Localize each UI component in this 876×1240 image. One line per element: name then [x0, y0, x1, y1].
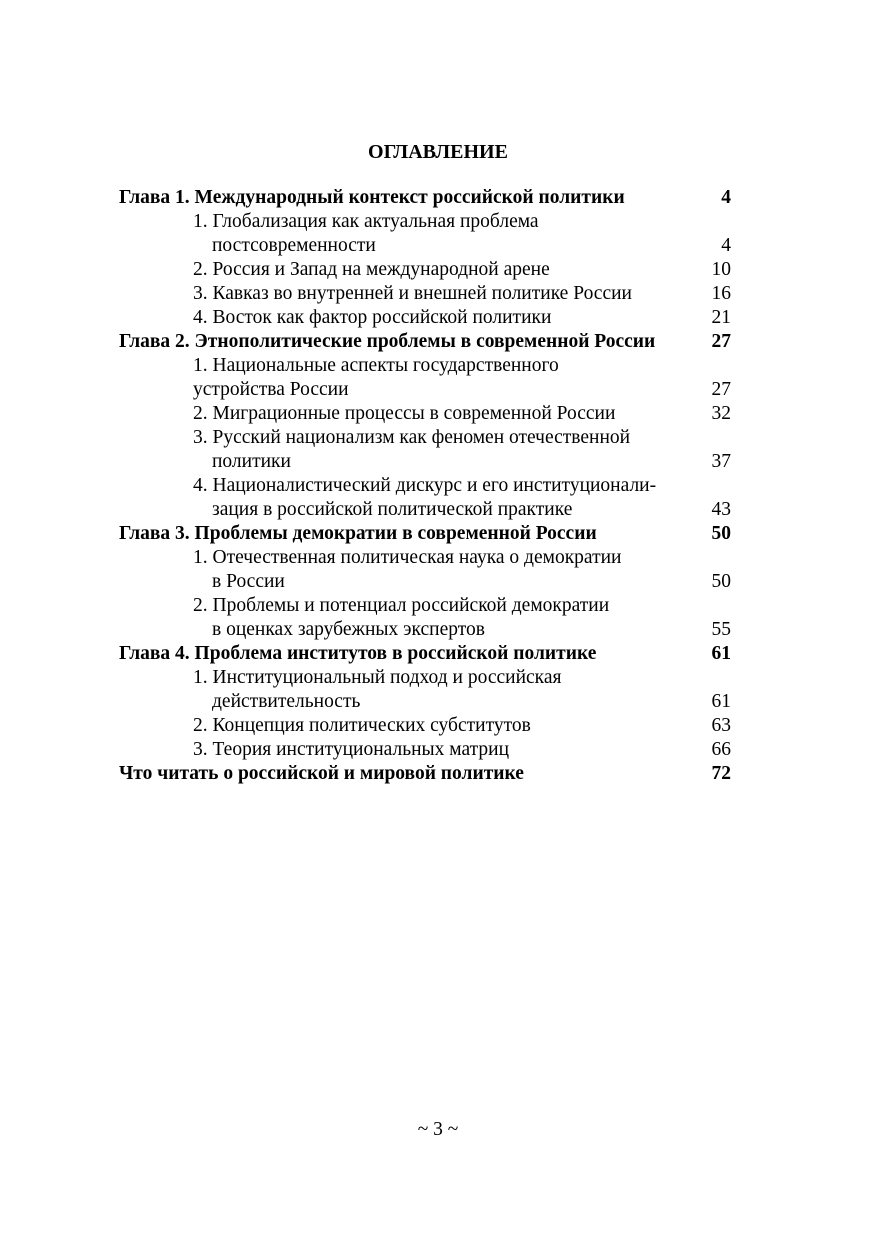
toc-page-number: 50	[711, 571, 731, 592]
toc-section	[119, 618, 731, 642]
toc-entry-text: Глава 3. Проблемы демократии в современной России	[119, 523, 597, 544]
toc-page-number: 37	[711, 451, 731, 472]
toc-section	[119, 282, 731, 306]
toc-section	[119, 546, 731, 570]
toc-chapter-1	[119, 186, 731, 210]
toc-section	[119, 498, 731, 522]
toc-page-number: 16	[711, 283, 731, 304]
toc-entry-text: Глава 1. Международный контекст российской политики	[119, 187, 625, 208]
toc-page-number: 50	[711, 523, 731, 544]
toc-entry-text: 2. Миграционные процессы в современной России	[193, 403, 616, 424]
toc-entry-text: устройства России	[193, 379, 349, 400]
toc-page-number: 61	[711, 643, 731, 664]
toc-section	[119, 690, 731, 714]
toc-section	[119, 450, 731, 474]
toc-entry-text: действительность	[212, 691, 361, 712]
toc-entry-text: 2. Россия и Запад на международной арене	[193, 259, 550, 280]
toc-page-number: 61	[711, 691, 731, 712]
toc-page-number: 27	[711, 379, 731, 400]
toc-entry-text: 2. Концепция политических субститутов	[193, 715, 531, 736]
toc-section	[119, 306, 731, 330]
toc-entry-text: Глава 2. Этнополитические проблемы в современной России	[119, 331, 656, 352]
toc-section	[119, 666, 731, 690]
toc-page-number: 55	[711, 619, 731, 640]
page-number: ~ 3 ~	[417, 1119, 459, 1140]
toc-entry-text: 3. Русский национализм как феномен отечественной	[193, 427, 631, 448]
toc-page-number: 10	[711, 259, 731, 280]
toc-entry-text: 3. Кавказ во внутренней и внешней политике России	[193, 283, 632, 304]
toc-page-number: 4	[721, 235, 731, 256]
toc-section	[119, 258, 731, 282]
toc-entry-text: 3. Теория институциональных матриц	[193, 739, 510, 760]
toc-chapter-3	[119, 522, 731, 546]
toc-page-number: 72	[711, 763, 731, 784]
toc-section	[119, 354, 731, 378]
toc-section	[119, 570, 731, 594]
toc-page-number: 66	[711, 739, 731, 760]
toc-entry-text: 1. Национальные аспекты государственного	[193, 355, 559, 376]
toc-section	[119, 378, 731, 402]
toc-entry-text: в оценках зарубежных экспертов	[212, 619, 485, 640]
toc-entry-text: 1. Отечественная политическая наука о демократии	[193, 547, 622, 568]
toc-entry-text: постсовременности	[212, 235, 376, 256]
toc-entry-text: 2. Проблемы и потенциал российской демократии	[193, 595, 610, 616]
toc-section	[119, 474, 731, 498]
toc-entry-text: 4. Националистический дискурс и его институционали-	[193, 475, 657, 496]
toc-section	[119, 402, 731, 426]
toc-entry-text: зация в российской политической практике	[212, 499, 573, 520]
toc-page-number: 21	[711, 307, 731, 328]
table-of-contents	[119, 186, 731, 786]
toc-entry-text: 1. Глобализация как актуальная проблема	[193, 211, 539, 232]
toc-chapter-2	[119, 330, 731, 354]
toc-section	[119, 426, 731, 450]
toc-page-number: 27	[711, 331, 731, 352]
toc-section	[119, 714, 731, 738]
toc-section	[119, 738, 731, 762]
toc-page-number: 4	[721, 187, 731, 208]
toc-entry-text: Глава 4. Проблема институтов в российской политике	[119, 643, 597, 664]
toc-entry-text: 4. Восток как фактор российской политики	[193, 307, 552, 328]
toc-page-number: 63	[711, 715, 731, 736]
toc-reading-list	[119, 762, 731, 786]
toc-entry-text: 1. Институциональный подход и российская	[193, 667, 562, 688]
toc-section	[119, 234, 731, 258]
toc-page-number: 43	[711, 499, 731, 520]
toc-entry-text: в России	[212, 571, 285, 592]
toc-chapter-4	[119, 642, 731, 666]
toc-section	[119, 210, 731, 234]
toc-page-number: 32	[711, 403, 731, 424]
toc-section	[119, 594, 731, 618]
toc-entry-text: Что читать о российской и мировой политике	[119, 763, 524, 784]
toc-entry-text: политики	[212, 451, 291, 472]
page-title: ОГЛАВЛЕНИЕ	[368, 141, 508, 163]
